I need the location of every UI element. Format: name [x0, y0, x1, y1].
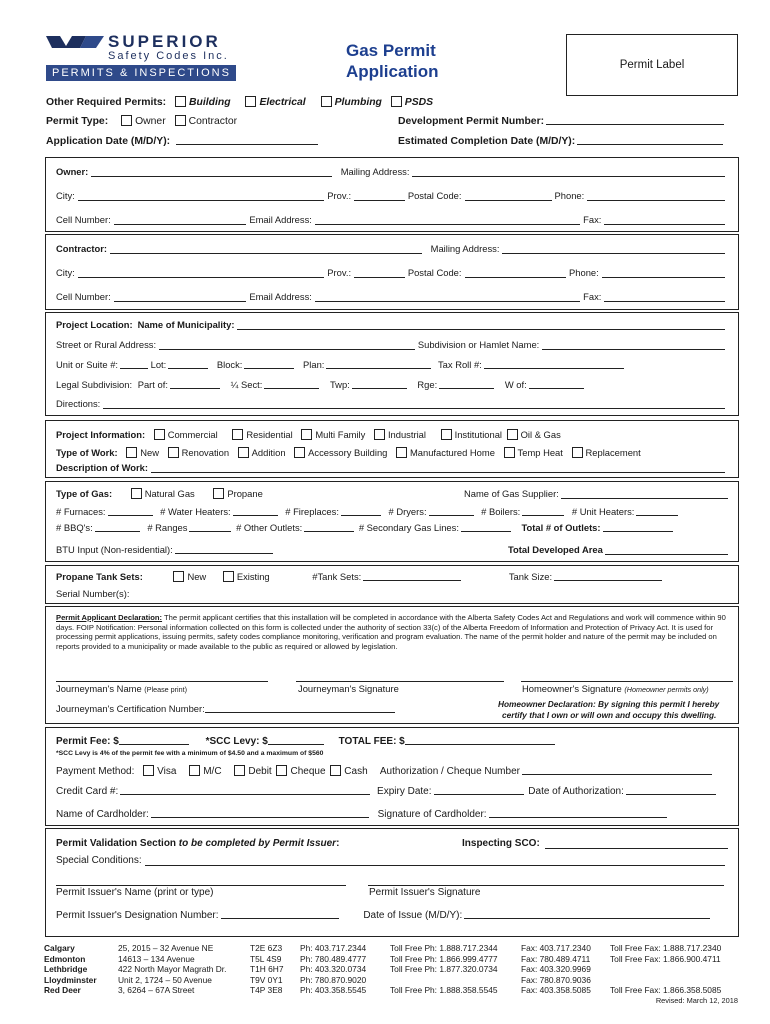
- declaration-text: Permit Applicant Declaration: The permit applicant certifies that this installation will be completed in accordance with the Alberta Safety Codes Act and Regulations and work will commence within 90 days. FOIP Notification: Personal information collected on this form is collected under the authority of section 33(c) of the Alberta Freedom of Information and Protection of Privacy Act. It is used for processing permit applications, issuing permits, safety codes compliance monitoring, verification and program evaluation. The name of the permit holder and nature of the permit may be included on reports provided to a municipality or made available to the public as required or allowed by legislation.: [56, 613, 726, 651]
- dev-permit-row: Development Permit Number:: [398, 115, 724, 127]
- contractor-email-field[interactable]: [315, 292, 580, 302]
- ranges-field[interactable]: [189, 522, 231, 532]
- num-tank-sets-field[interactable]: [363, 571, 461, 581]
- contractor-mailing-field[interactable]: [502, 244, 725, 254]
- total-outlets-field[interactable]: [603, 522, 673, 532]
- fees-section: Permit Fee: $ *SCC Levy: $ TOTAL FEE: $ *SCC Levy is 4% of the permit fee with a minimum of $4.50 and a maximum of $560 Payment Method: Visa M/C Debit Cheque Cash Authorization / Cheque Number Credit Card #: Expiry Date: Date of Authorization: Name of Cardholder: Signature of Cardholder:: [45, 727, 739, 826]
- expiry-field[interactable]: [434, 785, 524, 795]
- owner-name-field[interactable]: [91, 167, 331, 177]
- office-addr: 14613 – 134 Avenue: [118, 953, 195, 964]
- office-postal: T5L 4S9: [250, 953, 282, 964]
- owner-mailing-field[interactable]: [412, 167, 725, 177]
- office-fax: Fax: 403.358.5085: [521, 985, 591, 995]
- office-contacts: [44, 943, 730, 996]
- office-ph: Ph: 780.870.9020: [300, 974, 367, 985]
- owner-postal-field[interactable]: [465, 191, 552, 201]
- office-fax: Fax: 403.320.9969: [521, 964, 591, 974]
- total-area-field[interactable]: [605, 545, 728, 555]
- office-tffax: Toll Free Fax: 1.866.900.4711: [610, 953, 721, 964]
- office-ph: Ph: 403.717.2344: [300, 943, 367, 953]
- office-addr: 25, 2015 – 32 Avenue NE: [118, 943, 214, 953]
- office-ph: Ph: 403.320.0734: [300, 964, 367, 974]
- cardholder-field[interactable]: [151, 808, 369, 818]
- office-fax: Fax: 780.489.4711: [521, 953, 591, 964]
- contractor-fax-field[interactable]: [604, 292, 725, 302]
- propane-section: Propane Tank Sets: New Existing #Tank Sets: Tank Size: Serial Number(s):: [45, 565, 739, 604]
- owner-section: Owner: Mailing Address: City: Prov.: Postal Code: Phone: Cell Number: Email Address: Fax:: [45, 157, 739, 232]
- office-tf: Toll Free Ph: 1.866.999.4777: [390, 953, 498, 964]
- revised-date: Revised: March 12, 2018: [655, 996, 738, 1005]
- natural-gas-checkbox[interactable]: [131, 488, 142, 499]
- owner-email-field[interactable]: [315, 215, 580, 225]
- company-logo: [46, 34, 236, 81]
- multi-family-checkbox[interactable]: [301, 429, 312, 440]
- btu-field[interactable]: [175, 544, 273, 554]
- fireplaces-field[interactable]: [341, 506, 381, 516]
- other-permits-row: Other Required Permits: Building Electrical Plumbing PSDS: [46, 97, 434, 108]
- bbqs-field[interactable]: [95, 522, 140, 532]
- completion-date-row: Estimated Completion Date (M/D/Y):: [398, 135, 723, 147]
- industrial-checkbox[interactable]: [374, 429, 385, 440]
- office-row: [44, 975, 730, 986]
- manufactured-home-checkbox[interactable]: [396, 447, 407, 458]
- owner-prov-field[interactable]: [354, 191, 405, 201]
- permit-type-row: Permit Type: Owner Contractor: [46, 116, 238, 127]
- contractor-postal-field[interactable]: [465, 268, 567, 278]
- renovation-checkbox[interactable]: [168, 447, 179, 458]
- plan-field[interactable]: [326, 359, 431, 369]
- contractor-name-field[interactable]: [110, 244, 422, 254]
- furnaces-field[interactable]: [108, 506, 153, 516]
- contractor-cell-field[interactable]: [114, 292, 247, 302]
- logo-band: PERMITS & INSPECTIONS: [46, 65, 236, 81]
- cash-checkbox[interactable]: [330, 765, 341, 776]
- location-section: Project Location: Name of Municipality: Street or Rural Address: Subdivision or Hamlet Name: Unit or Suite #: Lot: Block: Plan: Tax Roll #: Legal Subdivision: Part of: ¼ Sect: Twp: Rge: W of: Directions:: [45, 312, 739, 416]
- special-conditions-field[interactable]: [145, 856, 725, 866]
- office-city: Calgary: [44, 943, 75, 953]
- office-row: [44, 985, 730, 996]
- scc-levy-field[interactable]: [268, 735, 324, 745]
- permit-fee-field[interactable]: [119, 735, 189, 745]
- tank-new-checkbox[interactable]: [173, 571, 184, 582]
- owner-fax-field[interactable]: [604, 215, 725, 225]
- project-info-section: Project Information: Commercial Residential Multi Family Industrial Institutional Oil & Gas Type of Work: New Renovation Addition Accessory Building Manufactured Home Temp Heat Replacement Description of Work:: [45, 420, 739, 478]
- office-postal: T9V 0Y1: [250, 974, 283, 985]
- office-city: Edmonton: [44, 953, 86, 964]
- tax-roll-field[interactable]: [484, 359, 624, 369]
- permit-label-box: [566, 34, 738, 96]
- mc-checkbox[interactable]: [189, 765, 200, 776]
- office-tffax: Toll Free Fax: 1.888.717.2340: [610, 943, 722, 953]
- office-tf: Toll Free Ph: 1.877.320.0734: [390, 964, 498, 974]
- office-city: Lloydminster: [44, 974, 97, 985]
- office-fax: Fax: 780.870.9036: [521, 974, 591, 985]
- designation-field[interactable]: [221, 909, 339, 919]
- contractor-phone-field[interactable]: [602, 268, 725, 278]
- electrical-checkbox[interactable]: [245, 96, 256, 107]
- office-tf: Toll Free Ph: 1.888.717.2344: [390, 943, 498, 953]
- quarter-sect-field[interactable]: [264, 379, 319, 389]
- office-postal: T1H 6H7: [250, 964, 284, 974]
- twp-field[interactable]: [352, 379, 407, 389]
- street-address-field[interactable]: [159, 340, 415, 350]
- oil-gas-checkbox[interactable]: [507, 429, 518, 440]
- block-field[interactable]: [244, 359, 294, 369]
- credit-card-field[interactable]: [120, 785, 370, 795]
- office-row: [44, 943, 730, 954]
- office-addr: Unit 2, 1724 – 50 Avenue: [118, 974, 212, 985]
- debit-checkbox[interactable]: [234, 765, 245, 776]
- unit-heaters-field[interactable]: [636, 506, 678, 516]
- replacement-checkbox[interactable]: [572, 447, 583, 458]
- inspecting-sco-field[interactable]: [545, 839, 728, 849]
- directions-field[interactable]: [103, 399, 725, 409]
- gas-supplier-field[interactable]: [561, 489, 728, 499]
- lot-field[interactable]: [168, 359, 208, 369]
- commercial-checkbox[interactable]: [154, 429, 165, 440]
- auth-cheque-field[interactable]: [522, 765, 712, 775]
- description-field[interactable]: [151, 463, 725, 473]
- gas-section: Type of Gas: Natural Gas Propane Name of Gas Supplier: # Furnaces: # Water Heaters: # Fireplaces: # Dryers: # Boilers: # Unit Heaters: # BBQ's: # Ranges # Other Outlets: # Secondary Gas Lines: Total # of Outlets: BTU Input (Non-residential): Total Developed Area: [45, 481, 739, 562]
- office-city: Lethbridge: [44, 964, 88, 974]
- w-of-field[interactable]: [529, 379, 584, 389]
- form-title: Gas Permit Application: [346, 41, 439, 81]
- office-ph: Ph: 780.489.4777: [300, 953, 367, 964]
- office-row: [44, 954, 730, 965]
- addition-checkbox[interactable]: [238, 447, 249, 458]
- owner-phone-field[interactable]: [587, 191, 725, 201]
- office-postal: T2E 6Z3: [250, 943, 283, 953]
- cardholder-sig-field[interactable]: [489, 808, 667, 818]
- contractor-city-field[interactable]: [78, 268, 325, 278]
- institutional-checkbox[interactable]: [441, 429, 452, 440]
- office-tf: [390, 975, 521, 986]
- cheque-checkbox[interactable]: [276, 765, 287, 776]
- dryers-field[interactable]: [429, 506, 474, 516]
- part-of-field[interactable]: [170, 379, 220, 389]
- tank-existing-checkbox[interactable]: [223, 571, 234, 582]
- contractor-prov-field[interactable]: [354, 268, 405, 278]
- municipality-field[interactable]: [237, 320, 725, 330]
- office-tffax: Toll Free Fax: 1.866.358.5085: [610, 985, 722, 995]
- contractor-checkbox[interactable]: [175, 115, 186, 126]
- office-fax: Fax: 403.717.2340: [521, 943, 591, 953]
- rge-field[interactable]: [439, 379, 494, 389]
- building-checkbox[interactable]: [175, 96, 186, 107]
- office-addr: 422 North Mayor Magrath Dr.: [118, 964, 227, 974]
- accessory-building-checkbox[interactable]: [294, 447, 305, 458]
- boilers-field[interactable]: [522, 506, 564, 516]
- journeyman-cert-field[interactable]: [205, 703, 395, 713]
- residential-checkbox[interactable]: [232, 429, 243, 440]
- psds-checkbox[interactable]: [391, 96, 402, 107]
- plumbing-checkbox[interactable]: [321, 96, 332, 107]
- office-city: Red Deer: [44, 985, 81, 995]
- office-tf: Toll Free Ph: 1.888.358.5545: [390, 985, 498, 995]
- app-date-field[interactable]: [176, 135, 318, 145]
- validation-section: Permit Validation Section to be completed by Permit Issuer: Inspecting SCO: Special Conditions: Permit Issuer's Name (print or type) Permit Issuer's Signature Permit Issuer's Designation Number: Date of Issue (M/D/Y):: [45, 828, 739, 937]
- owner-checkbox[interactable]: [121, 115, 132, 126]
- unit-field[interactable]: [120, 359, 148, 369]
- office-tffax: [610, 964, 730, 975]
- declaration-section: Permit Applicant Declaration: The permit applicant certifies that this installation will be completed in accordance with the Alberta Safety Codes Act and Regulations and work will commence within 90 days. FOIP Notification: Personal information collected on this form is collected under the authority of section 33(c) of the Alberta Freedom of Information and Protection of Privacy Act. It is used for processing permit applications, issuing permits, safety codes compliance monitoring, verification and program evaluation. The name of the permit holder and nature of the permit may be included on reports provided to a municipality or made available to the public as required or allowed by legislation. Journeyman's Name (Please print) Journeyman's Signature Homeowner's Signature (Homeowner permits only) Journeyman's Certification Number: Homeowner Declaration: By signing this permit I hereby certify that I own or will own and occupy this dwelling.: [45, 606, 739, 724]
- logo-mark-icon: [46, 34, 104, 50]
- subdivision-field[interactable]: [542, 340, 725, 350]
- logo-title: SUPERIOR: [108, 32, 221, 51]
- completion-date-field[interactable]: [577, 135, 723, 145]
- secondary-lines-field[interactable]: [461, 522, 511, 532]
- office-postal: T4P 3E8: [250, 985, 283, 995]
- dev-permit-field[interactable]: [546, 115, 724, 125]
- office-row: [44, 964, 730, 975]
- office-tffax: [610, 975, 730, 986]
- office-addr: 3, 6264 – 67A Street: [118, 985, 195, 995]
- visa-checkbox[interactable]: [143, 765, 154, 776]
- new-work-checkbox[interactable]: [126, 447, 137, 458]
- owner-city-field[interactable]: [78, 191, 325, 201]
- other-outlets-field[interactable]: [304, 522, 354, 532]
- total-fee-field[interactable]: [405, 735, 555, 745]
- date-issue-field[interactable]: [464, 909, 710, 919]
- propane-checkbox[interactable]: [213, 488, 224, 499]
- logo-subtitle: Safety Codes Inc.: [108, 50, 229, 62]
- contractor-section: Contractor: Mailing Address: City: Prov.: Postal Code: Phone: Cell Number: Email Address: Fax:: [45, 234, 739, 310]
- app-date-row: Application Date (M/D/Y):: [46, 135, 318, 147]
- permit-label-text: Permit Label: [619, 59, 685, 71]
- owner-cell-field[interactable]: [114, 215, 247, 225]
- office-ph: Ph: 403.358.5545: [300, 985, 367, 995]
- temp-heat-checkbox[interactable]: [504, 447, 515, 458]
- tank-size-field[interactable]: [554, 571, 662, 581]
- date-auth-field[interactable]: [626, 785, 716, 795]
- water-heaters-field[interactable]: [233, 506, 278, 516]
